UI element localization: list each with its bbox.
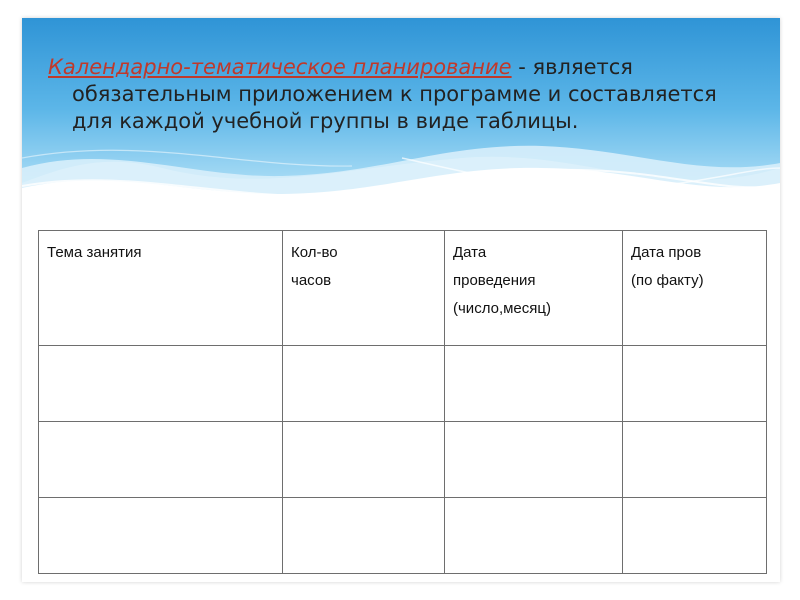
header-planned-date-line-3: (число,месяц) (453, 300, 551, 317)
table-row (39, 422, 767, 498)
table-cell (445, 498, 623, 574)
heading-line-2: обязательным приложением к программе и составляется (72, 82, 717, 106)
heading-line-3: для каждой учебной группы в виде таблицы. (72, 109, 579, 133)
header-actual-date-line-2: (по факту) (631, 272, 704, 289)
table-row (39, 498, 767, 574)
table-cell (283, 498, 445, 574)
planning-table-container (38, 230, 766, 574)
table-cell (623, 498, 767, 574)
table-cell (283, 422, 445, 498)
table-cell (39, 422, 283, 498)
table-cell (623, 422, 767, 498)
heading-line-1-rest: - является (511, 55, 633, 79)
header-planned-date (445, 231, 623, 346)
table-row (39, 346, 767, 422)
table-cell (39, 346, 283, 422)
intro-paragraph (48, 54, 768, 135)
table-cell (445, 346, 623, 422)
table-cell (623, 346, 767, 422)
header-hours (283, 231, 445, 346)
header-planned-date-line-1: Дата (453, 244, 487, 261)
table-header-row (39, 231, 767, 346)
header-topic-line: Тема занятия (47, 244, 142, 261)
term-highlight: Календарно-тематическое планирование (48, 55, 512, 79)
planning-table (38, 230, 767, 574)
header-topic (39, 231, 283, 346)
header-planned-date-line-2: проведения (453, 272, 536, 289)
heading-line-1 (48, 54, 768, 81)
table-cell (445, 422, 623, 498)
header-actual-date (623, 231, 767, 346)
slide-canvas (22, 18, 780, 582)
header-actual-date-line-1: Дата пров (631, 244, 702, 261)
table-cell (283, 346, 445, 422)
header-hours-line-1: Кол-во (291, 244, 338, 261)
table-cell (39, 498, 283, 574)
header-hours-line-2: часов (291, 272, 332, 289)
